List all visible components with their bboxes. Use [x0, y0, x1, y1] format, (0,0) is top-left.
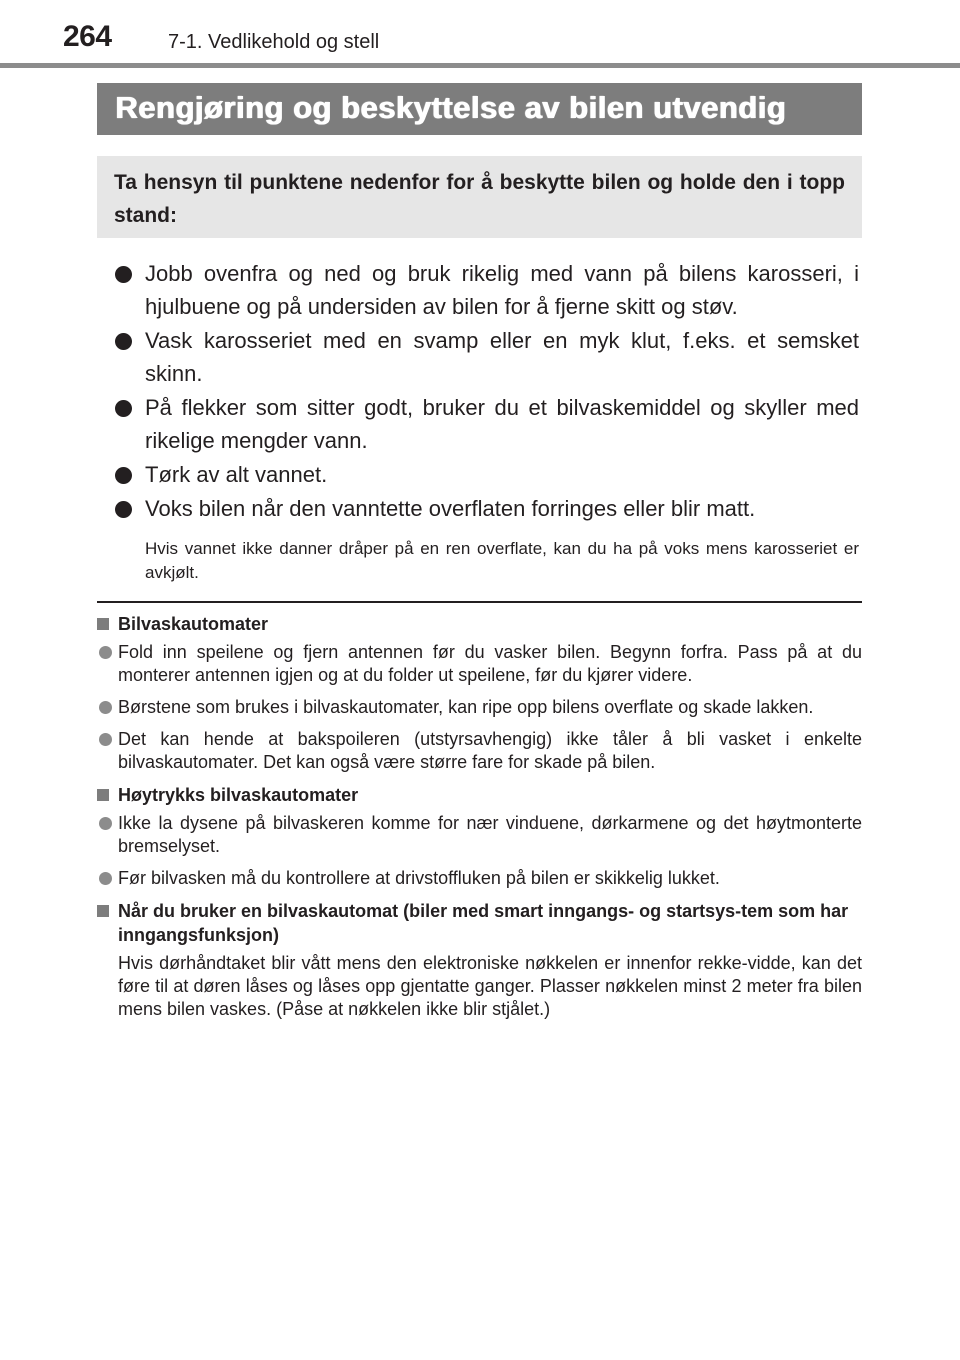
- section-item-text: Det kan hende at bakspoileren (utstyrsavhengig) ikke tåler å bli vasket i enkelte bilvaskautomater. Det kan også være større fare for skade på bilen.: [118, 729, 862, 772]
- header-divider: [0, 63, 960, 68]
- square-bullet-icon: [97, 618, 109, 630]
- main-point: [97, 492, 859, 525]
- dot-bullet-icon: [99, 872, 112, 885]
- main-point-text: Tørk av alt vannet.: [145, 462, 328, 487]
- bullet-icon: [115, 501, 132, 518]
- main-point-text: På flekker som sitter godt, bruker du et bilvaskemiddel og skyller med rikelige mengder vann.: [145, 395, 859, 453]
- bullet-icon: [115, 467, 132, 484]
- section-heading: [97, 783, 862, 807]
- section-heading: [97, 899, 862, 947]
- section-item: [97, 696, 862, 719]
- section-paragraph: Hvis dørhåndtaket blir vått mens den elektroniske nøkkelen er innenfor rekke-vidde, kan det føre til at døren låses og låses opp gjentatte ganger. Plasser nøkkelen minst 2 meter fra bilen mens bilen vaskes. (Påse at nøkkelen ikke blir stjålet.): [118, 953, 862, 1019]
- main-point: [97, 257, 859, 323]
- dot-bullet-icon: [99, 817, 112, 830]
- section-heading-text: Høytrykks bilvaskautomater: [118, 785, 359, 805]
- main-point-text: Vask karosseriet med en svamp eller en myk klut, f.eks. et semsket skinn.: [145, 328, 859, 386]
- square-bullet-icon: [97, 905, 109, 917]
- main-point: [97, 458, 859, 491]
- section-divider: [97, 601, 862, 603]
- section-item: [97, 812, 862, 858]
- square-bullet-icon: [97, 789, 109, 801]
- title-bar: [97, 83, 862, 135]
- section-item-text: Ikke la dysene på bilvaskeren komme for nær vinduene, dørkarmene og det høytmonterte bremselyset.: [118, 813, 862, 856]
- section-item: [97, 641, 862, 687]
- main-points-list: [97, 257, 859, 585]
- section-item-text: Fold inn speilene og fjern antennen før du vasker bilen. Begynn forfra. Pass på at du monterer antennen igjen og at du folder ut speilene, før du kjører videre.: [118, 642, 862, 685]
- page-number: 264: [63, 20, 112, 53]
- dot-bullet-icon: [99, 646, 112, 659]
- intro-text: Ta hensyn til punktene nedenfor for å beskytte bilen og holde den i topp stand:: [114, 171, 845, 227]
- intro-box: [97, 156, 862, 238]
- section-item-text: Børstene som brukes i bilvaskautomater, kan ripe opp bilens overflate og skade lakken.: [118, 697, 814, 717]
- main-point-text: Jobb ovenfra og ned og bruk rikelig med vann på bilens karosseri, i hjulbuene og på undersiden av bilen for å fjerne skitt og støv.: [145, 261, 859, 319]
- section-heading: [97, 612, 862, 636]
- dot-bullet-icon: [99, 701, 112, 714]
- main-point: [97, 324, 859, 390]
- page-title: Rengjøring og beskyttelse av bilen utvendig: [115, 90, 786, 125]
- details-section: [97, 612, 862, 1030]
- chapter-heading: 7-1. Vedlikehold og stell: [168, 31, 380, 53]
- main-note: Hvis vannet ikke danner dråper på en ren overflate, kan du ha på voks mens karosseriet er avkjølt.: [145, 539, 859, 582]
- bullet-icon: [115, 333, 132, 350]
- bullet-icon: [115, 400, 132, 417]
- section-heading-text: Når du bruker en bilvaskautomat (biler med smart inngangs- og startsys-tem som har inngangsfunksjon): [118, 901, 849, 945]
- main-point: [97, 391, 859, 457]
- dot-bullet-icon: [99, 733, 112, 746]
- section-heading-text: Bilvaskautomater: [118, 614, 269, 634]
- section-item-text: Før bilvasken må du kontrollere at drivstoffluken på bilen er skikkelig lukket.: [118, 868, 720, 888]
- bullet-icon: [115, 266, 132, 283]
- main-point-text: Voks bilen når den vanntette overflaten forringes eller blir matt.: [145, 496, 756, 521]
- section-item: [97, 728, 862, 774]
- section-item: [97, 867, 862, 890]
